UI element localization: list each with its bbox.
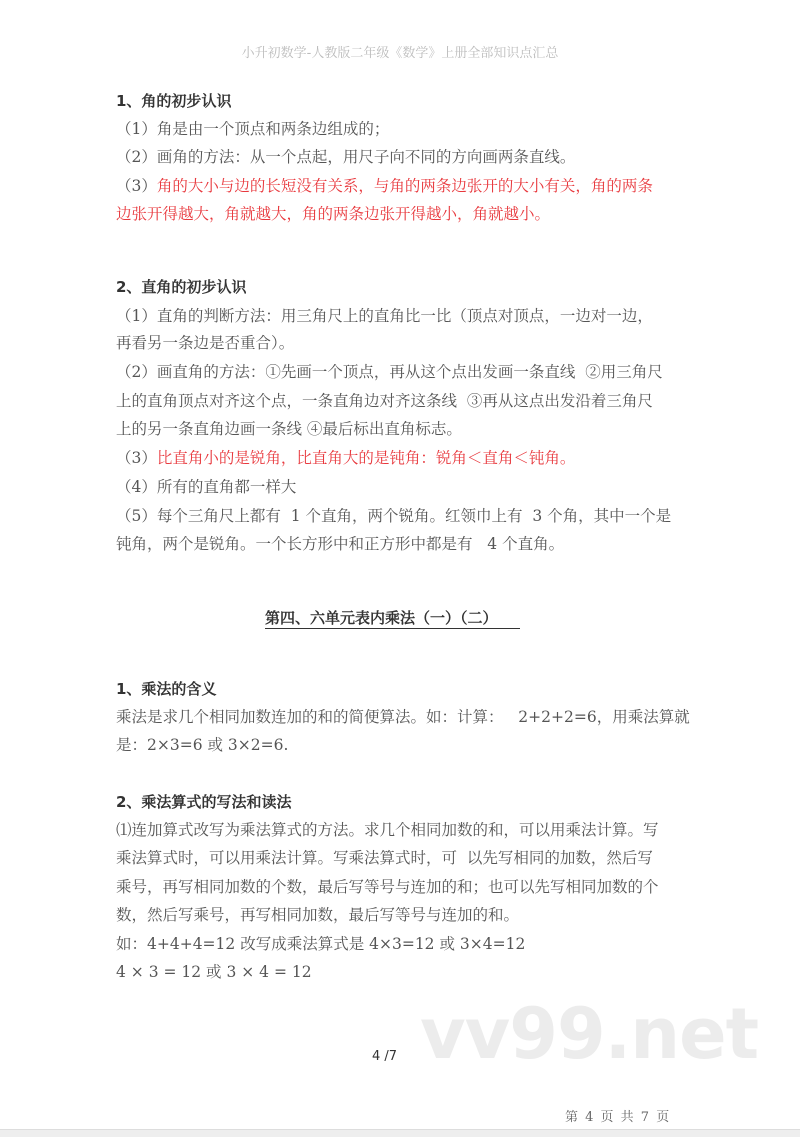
heading-angle: 1、角的初步认识 <box>116 92 232 110</box>
text-line: 上的另一条直角边画一条线 ④最后标出直角标志。 <box>116 420 462 438</box>
text-line: 再看另一条边是否重合）。 <box>116 334 295 352</box>
text-line: （1）角是由一个顶点和两条边组成的； <box>116 120 390 138</box>
text-line: （1）直角的判断方法：用三角尺上的直角比一比（顶点对顶点，一边对一边， <box>116 307 653 325</box>
watermark: vv99.net <box>420 993 759 1075</box>
item-prefix: （3） <box>116 177 157 195</box>
text-line: 乘号，再写相同加数的个数，最后写等号与连加的和；也可以先写相同加数的个 <box>116 878 659 896</box>
page-number: 4 /7 <box>372 1049 398 1064</box>
text-line: 钝角，两个是锐角。一个长方形中和正方形中都是有 4 个直角。 <box>116 535 565 553</box>
text-line: 4 × 3 = 12 或 3 × 4 = 12 <box>116 963 312 981</box>
section-title: 第四、六单元表内乘法（一）（二） <box>265 607 520 629</box>
text-line: 上的直角顶点对齐这个点，一条直角边对齐这条线 ③再从这点出发沿着三角尺 <box>116 392 653 410</box>
page-header: 小升初数学-人教版二年级《数学》上册全部知识点汇总 <box>241 46 559 61</box>
text-line <box>116 448 575 468</box>
text-line: 数，然后写乘号，再写相同加数，最后写等号与连加的和。 <box>116 906 520 924</box>
text-line: 乘法算式时，可以用乘法计算。写乘法算式时，可 以先写相同的加数，然后写 <box>116 849 653 867</box>
text-line: 如：4+4+4=12 改写成乘法算式是 4×3=12 或 3×4=12 <box>116 935 526 953</box>
text-line: （5）每个三角尺上都有 1 个直角，两个锐角。红领巾上有 3 个角，其中一个是 <box>116 507 672 525</box>
highlighted-text: 角的大小与边的长短没有关系，与角的两条边张开的大小有关，角的两条 <box>156 177 653 195</box>
text-line: 是：2×3=6 或 3×2=6. <box>116 736 289 754</box>
text-line: （4）所有的直角都一样大 <box>116 478 297 496</box>
text-line <box>116 176 653 196</box>
text-line: 乘法是求几个相同加数连加的和的简便算法。如：计算： 2+2+2=6，用乘法算就 <box>116 708 690 726</box>
text-line: （2）画角的方法：从一个点起，用尺子向不同的方向画两条直线。 <box>116 148 576 166</box>
heading-right-angle: 2、直角的初步认识 <box>116 278 247 296</box>
highlighted-text: 边张开得越大，角就越大，角的两条边张开得越小，角就越小。 <box>116 205 551 223</box>
text-line: （2）画直角的方法：①先画一个顶点，再从这个点出发画一条直线 ②用三角尺 <box>116 363 663 381</box>
viewer-bottom-edge <box>0 1129 800 1137</box>
heading-mult-write: 2、乘法算式的写法和读法 <box>116 793 292 811</box>
highlighted-text: 比直角小的是锐角，比直角大的是钝角：锐角＜直角＜钝角。 <box>156 449 576 467</box>
page-footer: 第 4 页 共 7 页 <box>565 1110 670 1125</box>
item-prefix: （3） <box>116 449 157 467</box>
heading-mult-meaning: 1、乘法的含义 <box>116 680 217 698</box>
text-line: ⑴连加算式改写为乘法算式的方法。求几个相同加数的和，可以用乘法计算。写 <box>116 821 659 839</box>
